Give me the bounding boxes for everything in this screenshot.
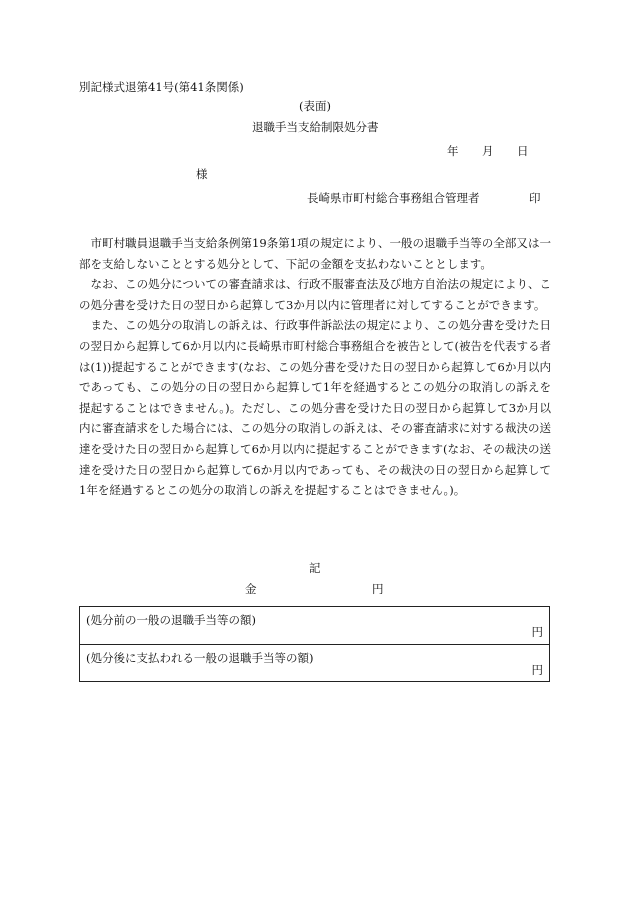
amount-before-unit: 円 (531, 625, 543, 639)
amount-before-row (80, 607, 549, 644)
addressee-suffix: 様 (196, 167, 208, 181)
amount-after-unit: 円 (531, 663, 543, 677)
form-reference: 別記様式退第41号(第41条関係) (79, 80, 244, 94)
amount-label: 金 (245, 582, 257, 596)
date-month: 月 (482, 144, 494, 158)
body-paragraph-1: 市町村職員退職手当支給条例第19条第1項の規定により、一般の退職手当等の全部又は一部を支給しないこととする処分として、下記の金額を支払わないこととします。 (79, 236, 551, 271)
date-year: 年 (447, 144, 459, 158)
record-heading: 記 (309, 561, 321, 575)
amount-table (79, 606, 550, 682)
amount-before-label: (処分前の一般の退職手当等の額) (86, 613, 256, 627)
amount-after-label: (処分後に支払われる一般の退職手当等の額) (86, 651, 314, 665)
body-text (79, 233, 551, 501)
amount-unit: 円 (372, 582, 384, 596)
body-paragraph-3: また、この処分の取消しの訴えは、行政事件訴訟法の規定により、この処分書を受けた日の翌日から起算して6か月以内に長崎県市町村総合事務組合を被告として(被告を代表する者は(1))提起することができます(なお、この処分書を受けた日の翌日から起算して6か月以内であっても、この処分の日の翌日から起算して1年を経過するとこの処分の取消しの訴えを提起することはできません。)。ただし、この処分書を受けた日の翌日から起算して3か月以内に審査請求をした場合には、この処分の取消しの訴えは、その審査請求に対する裁決の送達を受けた日の翌日から起算して6か月以内に提起することができます(なお、その裁決の送達を受けた日の翌日から起算して6か月以内であっても、その裁決の日の翌日から起算して1年を経過するとこの処分の取消しの訴えを提起することはできません。)。 (79, 318, 551, 498)
side-label: (表面) (299, 99, 331, 113)
document-title: 退職手当支給制限処分書 (252, 120, 379, 134)
date-day: 日 (517, 144, 529, 158)
body-paragraph-2: なお、この処分についての審査請求は、行政不服審査法及び地方自治法の規定により、この処分書を受けた日の翌日から起算して3か月以内に管理者に対してすることができます。 (79, 277, 551, 312)
amount-after-row (80, 644, 549, 682)
issuer-name: 長崎県市町村総合事務組合管理者 (307, 191, 480, 205)
seal-mark: 印 (529, 191, 541, 205)
